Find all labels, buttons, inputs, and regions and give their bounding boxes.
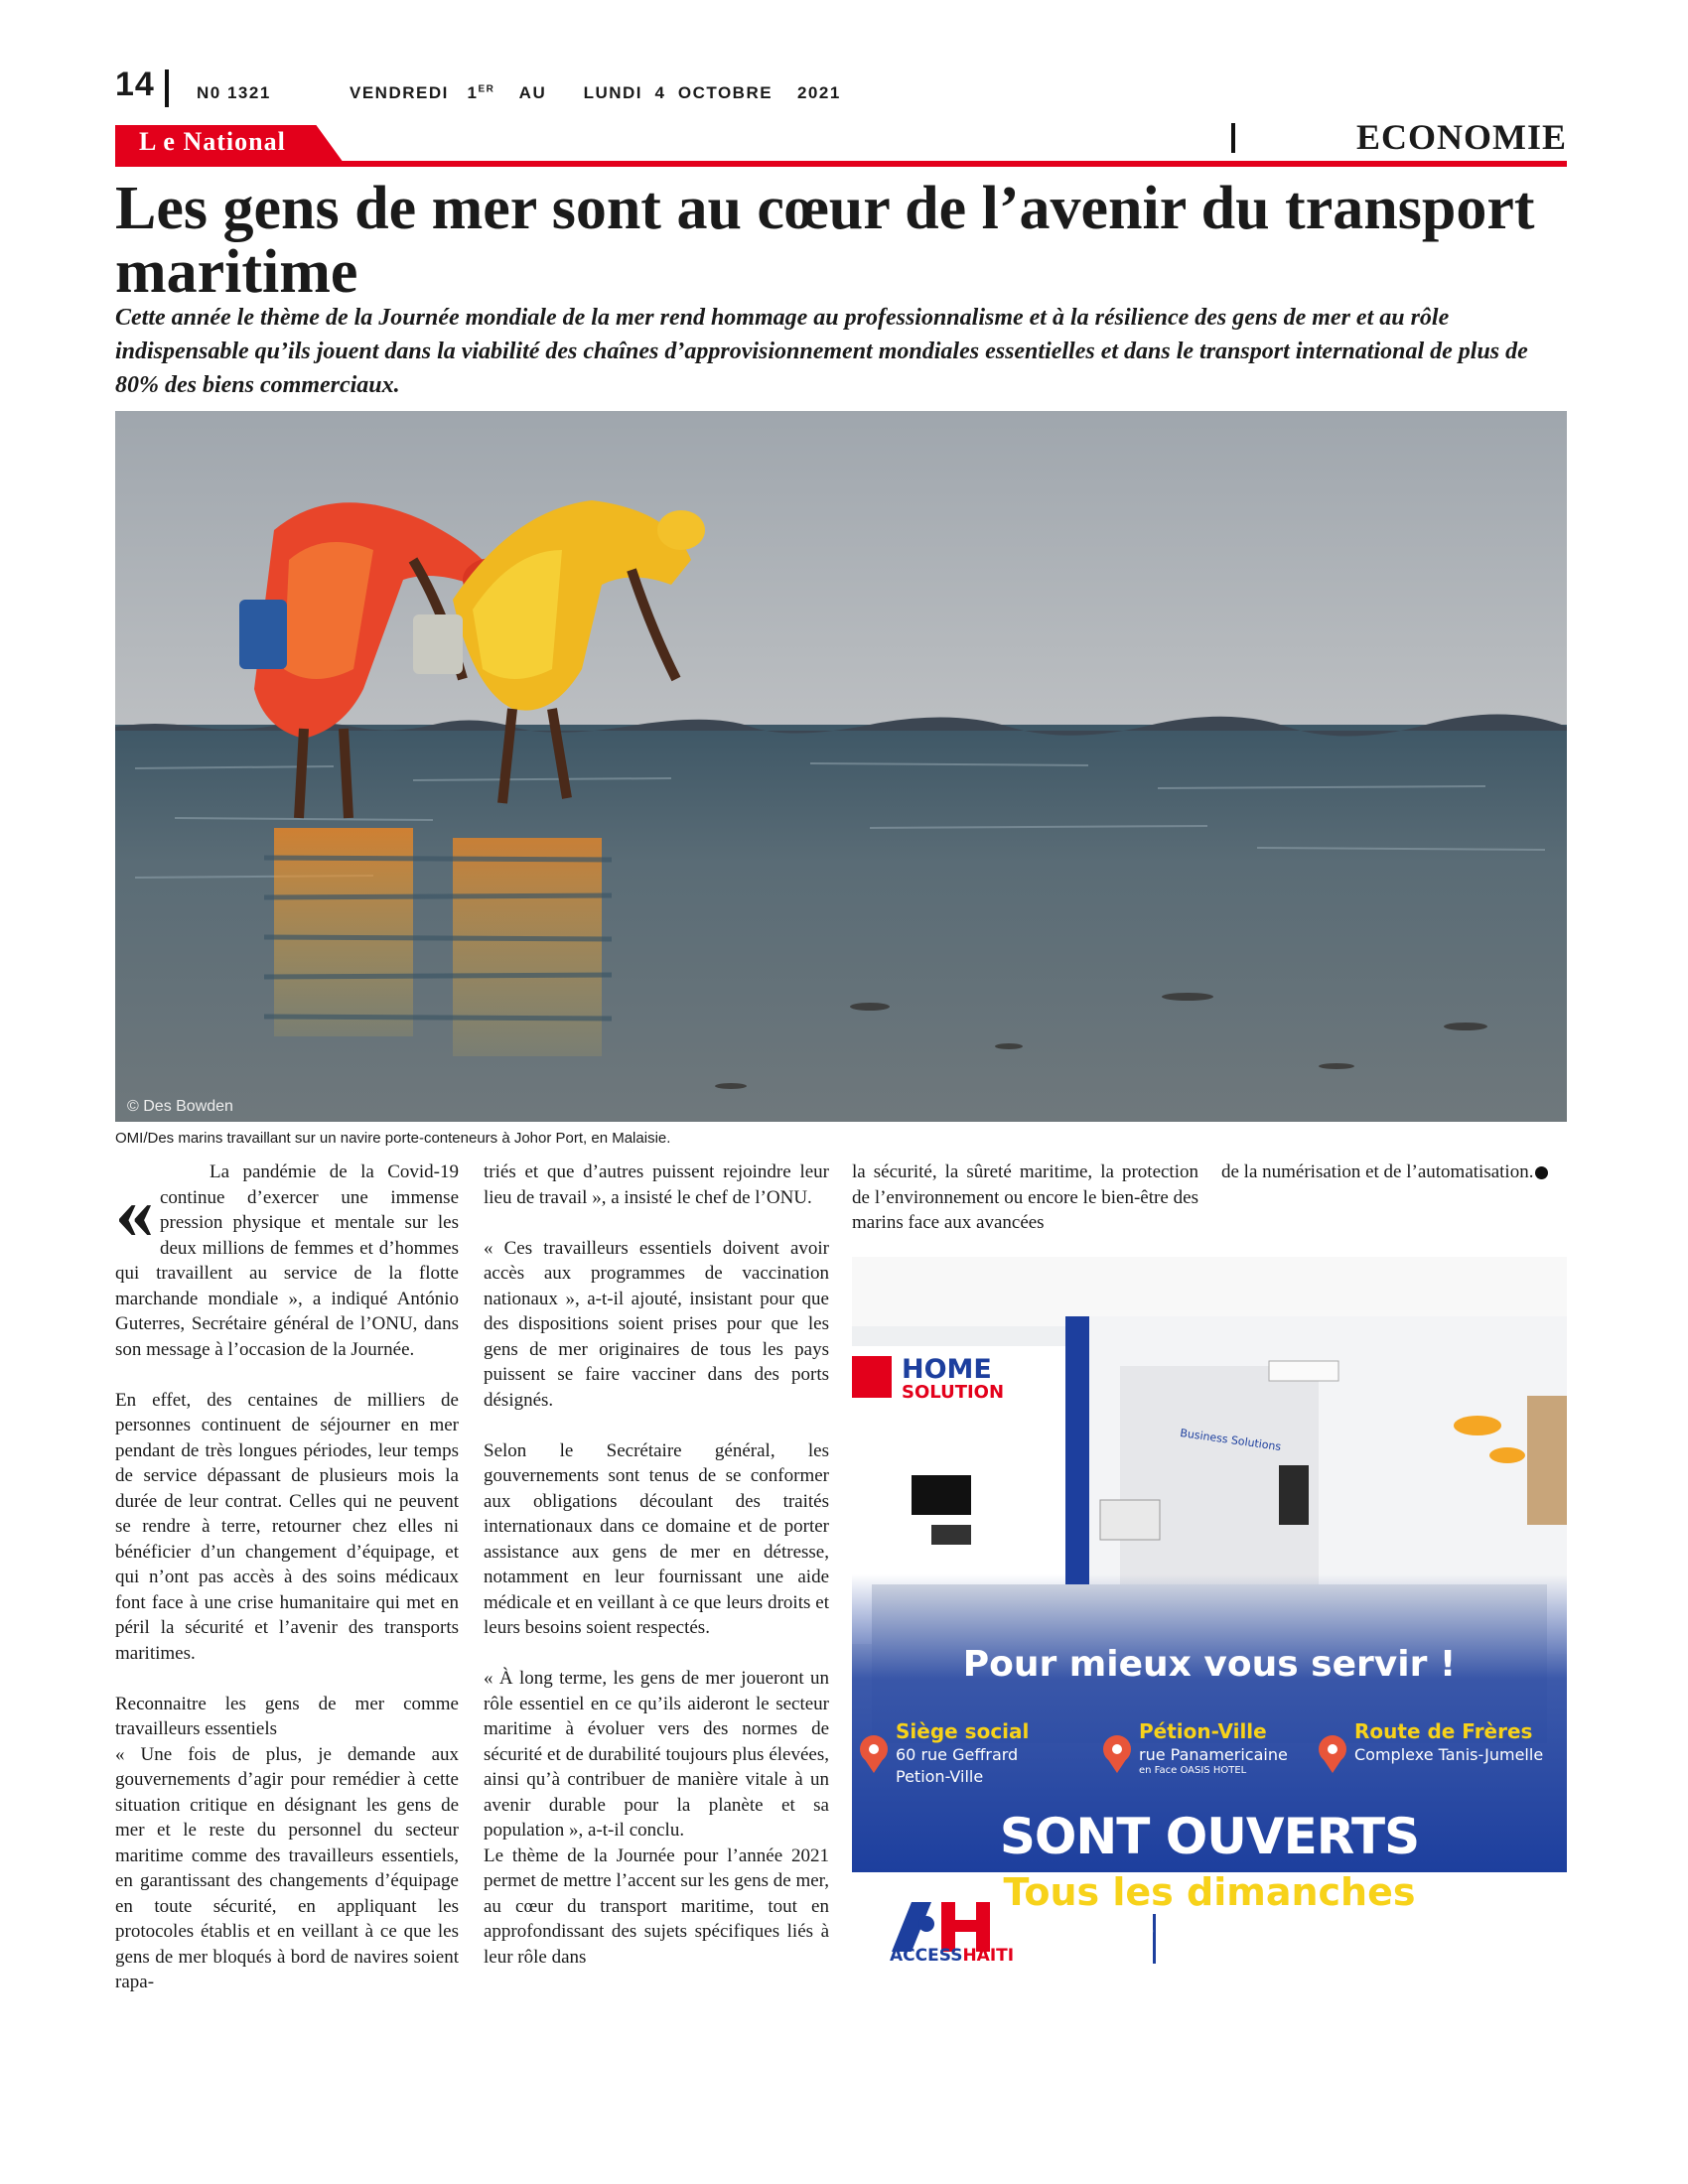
drop-quote: « [115,1168,154,1255]
article-column-3 [852,1160,1198,1261]
ad-tagline: Pour mieux vous servir ! [962,1644,1457,1685]
ad-hours: 10:00 AM - 3: 00 PM [1090,1922,1329,1941]
header-rule [115,161,1567,167]
paragraph-text: de la numérisation et de l’automatisation. [1221,1161,1534,1182]
paragraph: la sécurité, la sûreté maritime, la protection de l’environnement ou encore le bien-être des marins face aux avancées [852,1161,1198,1233]
logo-text-haiti: HAITI [962,1946,1015,1966]
date-rest: LUNDI 4 OCTOBRE 2021 [583,83,841,102]
location-2-title: Pétion-Ville [1139,1719,1267,1743]
location-1-title: Siège social [896,1719,1030,1743]
deck: Cette année le thème de la Journée mondiale de la mer rend hommage au professionnalisme et à la résilience des gens de mer et au rôle indispensable qu’ils jouent dans la viabilité des chaînes d’approvisionnement mondiales essentielles et dans le transport international de plus de 80% des biens commerciaux. [115,305,1528,398]
issue-number: N0 1321 [197,83,271,102]
paragraph: « Une fois de plus, je demande aux gouvernements d’agir pour remédier à cette situation critique en désignant les gens de mer et le reste du personnel du secteur maritime comme des travailleurs essentiels, en garantissant des changements d’équipage en toute sécurité, en appliquant les protocoles établis et en veillant à ce que les gens de mer bloqués à bord de navires soient rapa- [115,1743,459,1992]
end-of-article-icon [1535,1166,1548,1179]
home-solution-subtitle: SOLUTION [902,1382,1005,1403]
paragraph: En effet, des centaines de milliers de personnes continuent de séjourner en mer pendant de très longues périodes, leur temps de service dépassant de plusieurs mois la durée de leur contrat. Celles qui ne peuvent se rendre à terre, retourner chez elles ni bénéficier d’un changement d’équipage, et qui n’ont pas accès à des soins médicaux font face à une crise humanitaire qui met en péril la sécurité et l’avenir des transports maritimes. [115,1389,459,1664]
ad-open-days: Tous les dimanches [1003,1870,1416,1914]
page-number-divider [165,69,169,107]
paragraph [1221,1160,1567,1185]
business-solutions-sign: Business Solutions [1179,1426,1282,1454]
location-2-line-2: en Face OASIS HOTEL [1139,1765,1247,1776]
date-first: 1 [467,83,479,102]
page-number: 14 [115,66,155,103]
article-column-2 [484,1160,829,1995]
location-1-line-1: 60 rue Geffrard [896,1745,1019,1764]
date-day: VENDREDI [350,83,449,102]
paragraph: « Ces travailleurs essentiels doivent avoir accès aux programmes de vaccination nationaux », a-t-il ajouté, insistant pour que des dispositions soient prises pour que les gens de mer originaires de tous les pays puissent se faire vacciner dans des ports désignés. [484,1237,829,1411]
access-haiti-logo-text [890,1946,1014,1966]
section-divider [1231,123,1235,153]
newspaper-brand: L e National [139,127,286,156]
location-2-line-1: rue Panamericaine [1139,1745,1288,1764]
location-3-title: Route de Frères [1354,1719,1533,1743]
location-1-line-2: Petion-Ville [896,1767,984,1786]
article-photo [115,411,1567,1122]
section-label: ECONOMIE [1356,117,1568,157]
home-solution-logo-icon [852,1356,892,1398]
paragraph: triés et que d’autres puissent rejoindre leur lieu de travail », a insisté le chef de l’ONU. [484,1161,829,1208]
date-first-sup: ER [478,83,495,95]
article-column-4 [1221,1160,1567,1210]
photo-illustration [115,411,1567,1122]
subheading: Reconnaitre les gens de mer comme travailleurs essentiels [115,1693,459,1739]
paragraph: « À long terme, les gens de mer joueront un rôle essentiel en ce qu’ils aideront le secteur maritime à évoluer vers des normes de sécurité et de durabilité toujours plus élevées, ainsi qu’à contribuer de manière vitale à un avenir durable pour la planète et sa population », a-t-il conclu. [484,1668,829,1841]
advertisement[interactable] [852,1257,1567,1981]
logo-text-access: ACCESS [890,1946,963,1966]
location-3-line-1: Complexe Tanis-Jumelle [1354,1745,1544,1764]
photo-credit: © Des Bowden [127,1098,233,1115]
ad-open-headline: SONT OUVERTS [999,1808,1420,1865]
paragraph: Le thème de la Journée pour l’année 2021 permet de mettre l’accent sur les gens de mer, au cœur du transport maritime, tout en approfondissant des sujets spécifiques liés à leur rôle dans [484,1844,829,1968]
paragraph-text: La pandémie de la Covid-19 continue d’exercer une immense pression physique et mentale sur les deux millions de femmes et d’hommes qui travaillent au service de la flotte marchande mondiale », a indiqué António Guterres, Secrétaire général de l’ONU, dans son message à l’occasion de la Journée. [115,1161,459,1360]
home-solution-title: HOME [902,1354,992,1385]
date-au: AU [518,83,547,102]
article-column-1 [115,1160,459,2020]
photo-caption: OMI/Des marins travaillant sur un navire porte-conteneurs à Johor Port, en Malaisie. [115,1130,671,1147]
paragraph [115,1160,459,1362]
headline: Les gens de mer sont au cœur de l’avenir du transport maritime [115,175,1535,306]
date-line [350,83,841,103]
paragraph: Selon le Secrétaire général, les gouvernements sont tenus de se conformer aux obligations découlant des traités internationaux dans ce domaine et de porter assistance aux gens de mer en détresse, notamment en leur fournissant une aide médicale et en veillant à ce que leurs droits et leurs besoins soient respectés. [484,1439,829,1638]
